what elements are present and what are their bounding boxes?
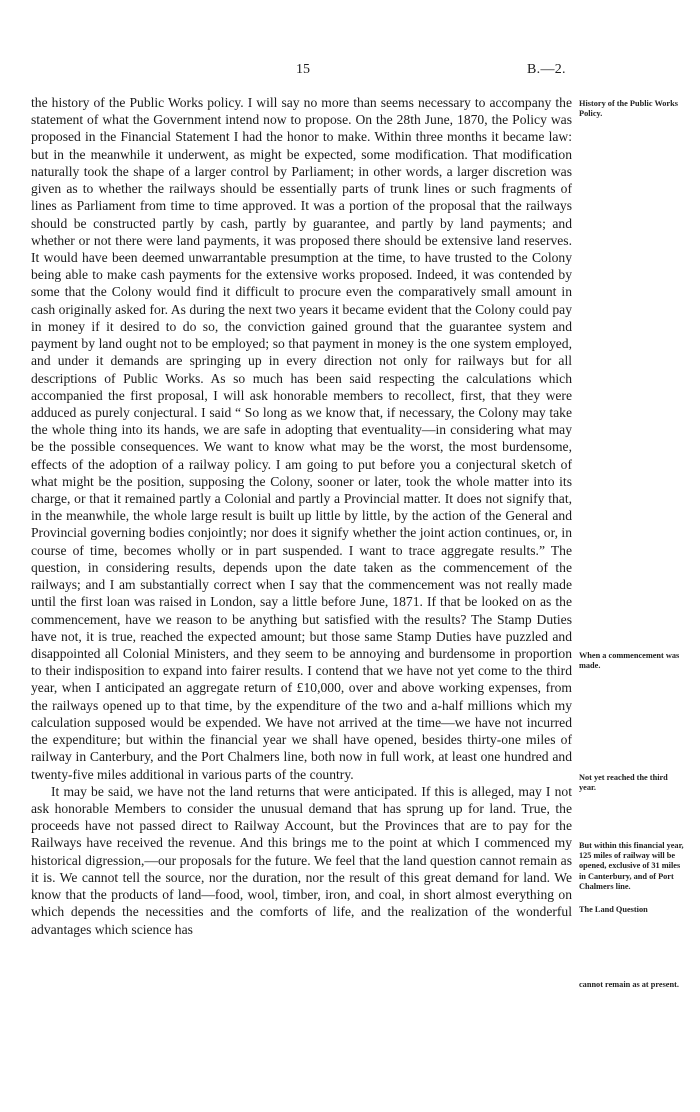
margin-note-commencement: When a commencement was made. (579, 651, 680, 671)
margin-note-history: History of the Public Works Policy. (579, 99, 678, 119)
page-header (0, 62, 700, 82)
paragraph: the history of the Public Works policy. I will say no more than seems necessary to accompany the statement of what the Government intend now to propose. On the 28th June, 1870, the Policy was proposed in the Financial Statement I had the honor to make. Within three months it became law: but in the meanwhile it underwent, as might be expected, some modification. That modification naturally took the shape of a larger control by Parliament; in other words, a larger discretion was given as to whether the railways should be essentially parts of trunk lines or such fragments of lines as Parliament from time to time approved. It was a portion of the proposal that the railways should be constructed partly by cash, partly by guarantee, and partly by land payments; and whether or not there were land payments, it was proposed there should be extensive land reserves. It would have been deemed unwarrantable presumption at the time, to have trusted to the Colony being able to make cash payments for the extensive works proposed. Indeed, it was contended by some that the Colony would find it difficult to procure even the comparatively small amount in cash originally asked for. As during the next two years it became evident that the Colony could pay in money if it desired to do so, the conviction gained ground that the guarantee system and payment by land ought not to be employed; so that payment in money is the one system employed, and under it demands are springing up in every direction not only for railways but for all descriptions of Public Works. As so much has been said respecting the calculations which accompanied the first proposal, I will ask honorable members to recollect, first, that they were adduced as purely conjectural. I said “ So long as we know that, if necessary, the Colony may take the whole thing into its hands, we are safe in adopting that eventuality—in considering what may be the possible consequences. We want to know what may be the worst, the most burdensome, effects of the adoption of a railway policy. I am going to put before you a conjectural sketch of what might be the position, supposing the Colony, sooner or later, took the whole matter into its charge, or that it remained partly a Colonial and partly a Provincial matter. It does not signify that, in the meanwhile, the whole large result is built up little by little, by the action of the General and Provincial governing bodies conjointly; nor does it signify whether the joint action continues, or, in course of time, becomes wholly or in part suspended. I want to trace aggregate results.” The question, in considering results, depends upon the date taken as the commencement of the railways; and I am substantially correct when I say that the commencement was not really made until the first loan was raised in London, say a little before June, 1871. If that be looked on as the commencement, have we reason to be anything but satisfied with the results? The Stamp Duties have not, it is true, reached the expected amount; but those same Stamp Duties have puzzled and disappointed all Colonial Ministers, and they seem to be annoying and burdensome in proportion to their indisposition to expand into fairer results. I contend that we have not yet come to the third year, when I anticipated an aggregate return of £10,000, over and above working expenses, from the railways opened up to that time, by the expenditure of the two and a-half millions which my calculation supposed would be expended. We have not arrived at the time—we have not incurred the expenditure; but within the financial year we shall have opened, besides thirty-one miles of railway in Canterbury, and the Port Chalmers line, both now in full work, at least one hundred and twenty-five miles additional in various parts of the country. (31, 95, 572, 782)
margin-note-cannot-remain: cannot remain as at present. (579, 980, 679, 989)
margin-note-land-question: The Land Question (579, 905, 648, 914)
margin-note-railway-miles: But within this financial year, 125 miles of railway will be opened, exclusive of 31 miles in Canterbury, and of Port Chalmers line. (579, 841, 684, 891)
page-number: 15 (296, 62, 310, 77)
paragraph: It may be said, we have not the land returns that were anticipated. If this is alleged, may I not ask honorable Members to consider the unusual demand that has sprung up for land. True, the proceeds have not passed direct to Railway Account, but the Provinces that are to pay for the Railways have received the revenue. And this brings me to the point at which I commenced my historical digression,—our proposals for the future. We feel that the land question cannot remain as it is. We cannot tell the source, nor the duration, nor the result of this great demand for land. We know that the products of land—food, wool, timber, iron, and coal, in short almost everything on which depends the necessities and the comforts of life, and the realization of the wonderful advantages which science has (31, 783, 572, 937)
document-reference: B.—2. (527, 62, 566, 77)
main-text (31, 94, 572, 938)
margin-note-third-year: Not yet reached the third year. (579, 773, 668, 793)
